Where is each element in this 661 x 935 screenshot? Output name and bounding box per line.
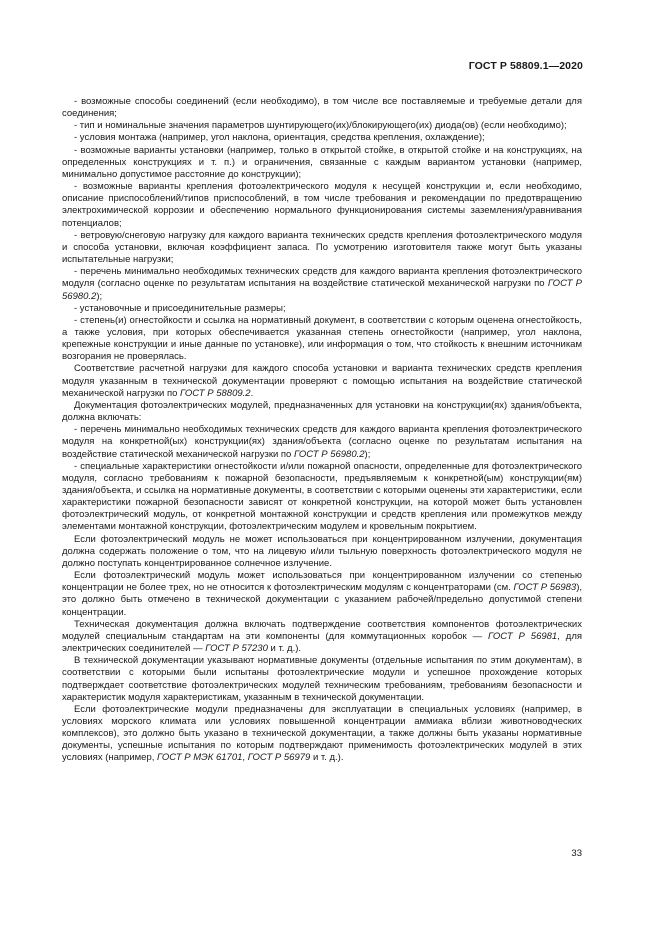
paragraph [62,132,582,144]
text-segment: - степень(и) огнестойкости и ссылка на нормативный документ, в соответствии с которым оценена огнестойкость, а также условия, при которых обеспечивается указанная степень огнестойкости (например, угол наклона, крепежные конструкции и иные данные по установке), или информация о том, что стойкость к внешним источникам возгорания не проверялась. [62,314,582,363]
text-segment: - возможные варианты установки (например, только в открытой стойке, в открытой стойке и на конструкциях, на определенных конструкциях и т. п.) и ограничения, связанные с каждым вариантом установки (например, минимально допустимое расстояние до конструкции); [62,144,582,180]
paragraph [62,655,582,704]
paragraph [62,570,582,619]
text-segment: - тип и номинальные значения параметров шунтирующего(их)/блокирующего(их) диода(ов) (если необходимо); [74,120,567,132]
text-segment: - специальные характеристики огнестойкости и/или пожарной опасности, определенные для фотоэлектрического модуля, согласно требованиям к пожарной безопасности, предъявляемым к конкретной(ым) конструкции(ям) здания/объекта, и ссылка на нормативные документы, в соответствии с которыми оценены эти характеристики, если характеристики пожарной безопасности зависят от конкретной конструкции, на которой может быть установлен фотоэлектрический модуль, от конкретной монтажной конструкции и средств крепления или промежутков между элементами монтажной конструкции, фотоэлектрическим модулем и кровельным покрытием. [62,460,582,533]
text-segment: , [242,752,248,764]
text-segment: , для электрических соединителей — [62,630,583,655]
text-segment: - возможные варианты крепления фотоэлектрического модуля к несущей конструкции и, если необходимо, описание приспособлений/типов приспособлений, в том числе требования и рекомендации по предотвращению электрохимической коррозии и обеспечению нормального функционирования системы заземления/уравнивания потенциалов; [62,181,582,229]
standard-header: ГОСТ Р 58809.1—2020 [468,60,583,72]
text-segment: - возможные способы соединений (если необходимо), в том числе все поставляемые и требуемые детали для соединения; [62,96,582,120]
text-segment: и т. д.). [267,643,302,655]
standard-reference: ГОСТ Р 56983 [513,582,577,594]
paragraph [62,181,582,230]
standard-reference: ГОСТ Р 58809.2 [180,387,251,399]
paragraph [62,96,582,120]
text-segment: ), это должно быть отмечено в технической документации с указанием рабочей/предельно допустимой степени концентрации. [62,582,583,618]
text-segment: ); [96,290,103,302]
paragraph [62,266,582,302]
standard-reference: ГОСТ Р МЭК 61701 [157,752,243,764]
text-segment: - перечень минимально необходимых технических средств для каждого варианта крепления фотоэлектрического модуля на конкретной(ых) конструкции(ях) здания/объекта (согласно оценке по результатам испытания на воздействие статической механической нагрузки по [62,424,582,460]
text-segment: - установочные и присоединительные размеры; [74,302,286,314]
paragraph [62,230,582,266]
standard-reference: ГОСТ Р 56981 [488,630,558,642]
text-segment: - перечень минимально необходимых технических средств для каждого варианта крепления фотоэлектрического модуля (согласно оценке по результатам испытания на воздействие статической механической нагрузки по [62,266,582,290]
paragraph [62,303,582,315]
standard-reference: ГОСТ Р 57230 [205,643,268,655]
document-body [62,96,582,765]
paragraph [62,424,582,460]
text-segment: Документация фотоэлектрических модулей, предназначенных для установки на конструкции(ях) здания/объекта, должна включать: [62,399,582,424]
text-segment: Соответствие расчетной нагрузки для каждого способа установки и варианта технических средств крепления модуля указанным в технической документации проверяют с помощью испытания на воздействие статической механической нагрузки по [62,363,582,399]
standard-reference: ГОСТ Р 56980.2 [294,448,365,460]
paragraph [62,315,582,364]
text-segment: . [250,387,254,399]
standard-reference: ГОСТ Р 56980.2 [62,278,582,302]
text-segment: В технической документации указывают нормативные документы (отдельные испытания по этим документам), в соответствии с которыми были испытаны фотоэлектрические модули и успешное прохождение которых подтверждает соответствие фотоэлектрических модулей техническим требованиям, требованиям безопасности и характеристик модуля характеристикам, указанным в технической документации. [62,655,582,703]
text-segment: Если фотоэлектрический модуль не может использоваться при концентрированном излучении, документация должна содержать положение о том, что на лицевую и/или тыльную поверхность фотоэлектрического модуля не должно поступать концентрированное солнечное излучение. [62,533,582,569]
text-segment: Техническая документация должна включать подтверждение соответствия компонентов фотоэлектрических модулей специальным стандартам на эти компоненты (для коммутационных коробок — [62,618,582,642]
text-segment: - ветровую/снеговую нагрузку для каждого варианта технических средств крепления фотоэлектрического модуля и способа установки, включая коэффициент запаса. По усмотрению изготовителя также могут быть указаны испытательные нагрузки; [62,229,582,266]
paragraph [62,145,582,181]
text-segment: Если фотоэлектрический модуль может использоваться при концентрированном излучении со степенью концентрации не более трех, но не относится к фотоэлектрическим модулям с концентраторами (см. [62,570,582,594]
text-segment: ); [364,448,371,460]
paragraph [62,400,582,424]
paragraph [62,704,582,765]
page-number: 33 [571,848,582,859]
standard-reference: ГОСТ Р 56979 [247,752,311,764]
text-segment: и т. д.). [310,752,344,764]
paragraph [62,363,582,399]
paragraph [62,120,582,132]
paragraph [62,619,582,655]
paragraph [62,461,582,534]
text-segment: - условия монтажа (например, угол наклона, ориентация, средства крепления, охлаждение); [74,132,485,144]
text-segment: Если фотоэлектрические модули предназначены для эксплуатации в специальных условиях (например, в условиях морского климата или условиях повышенной концентрации аммиака вблизи животноводческих комплексов), это должно быть указано в технической документации, а также должны быть указаны нормативные документы, успешные испытания по которым подтверждают применимость фотоэлектрических модулей в этих условиях (например, [62,703,582,764]
paragraph [62,534,582,570]
